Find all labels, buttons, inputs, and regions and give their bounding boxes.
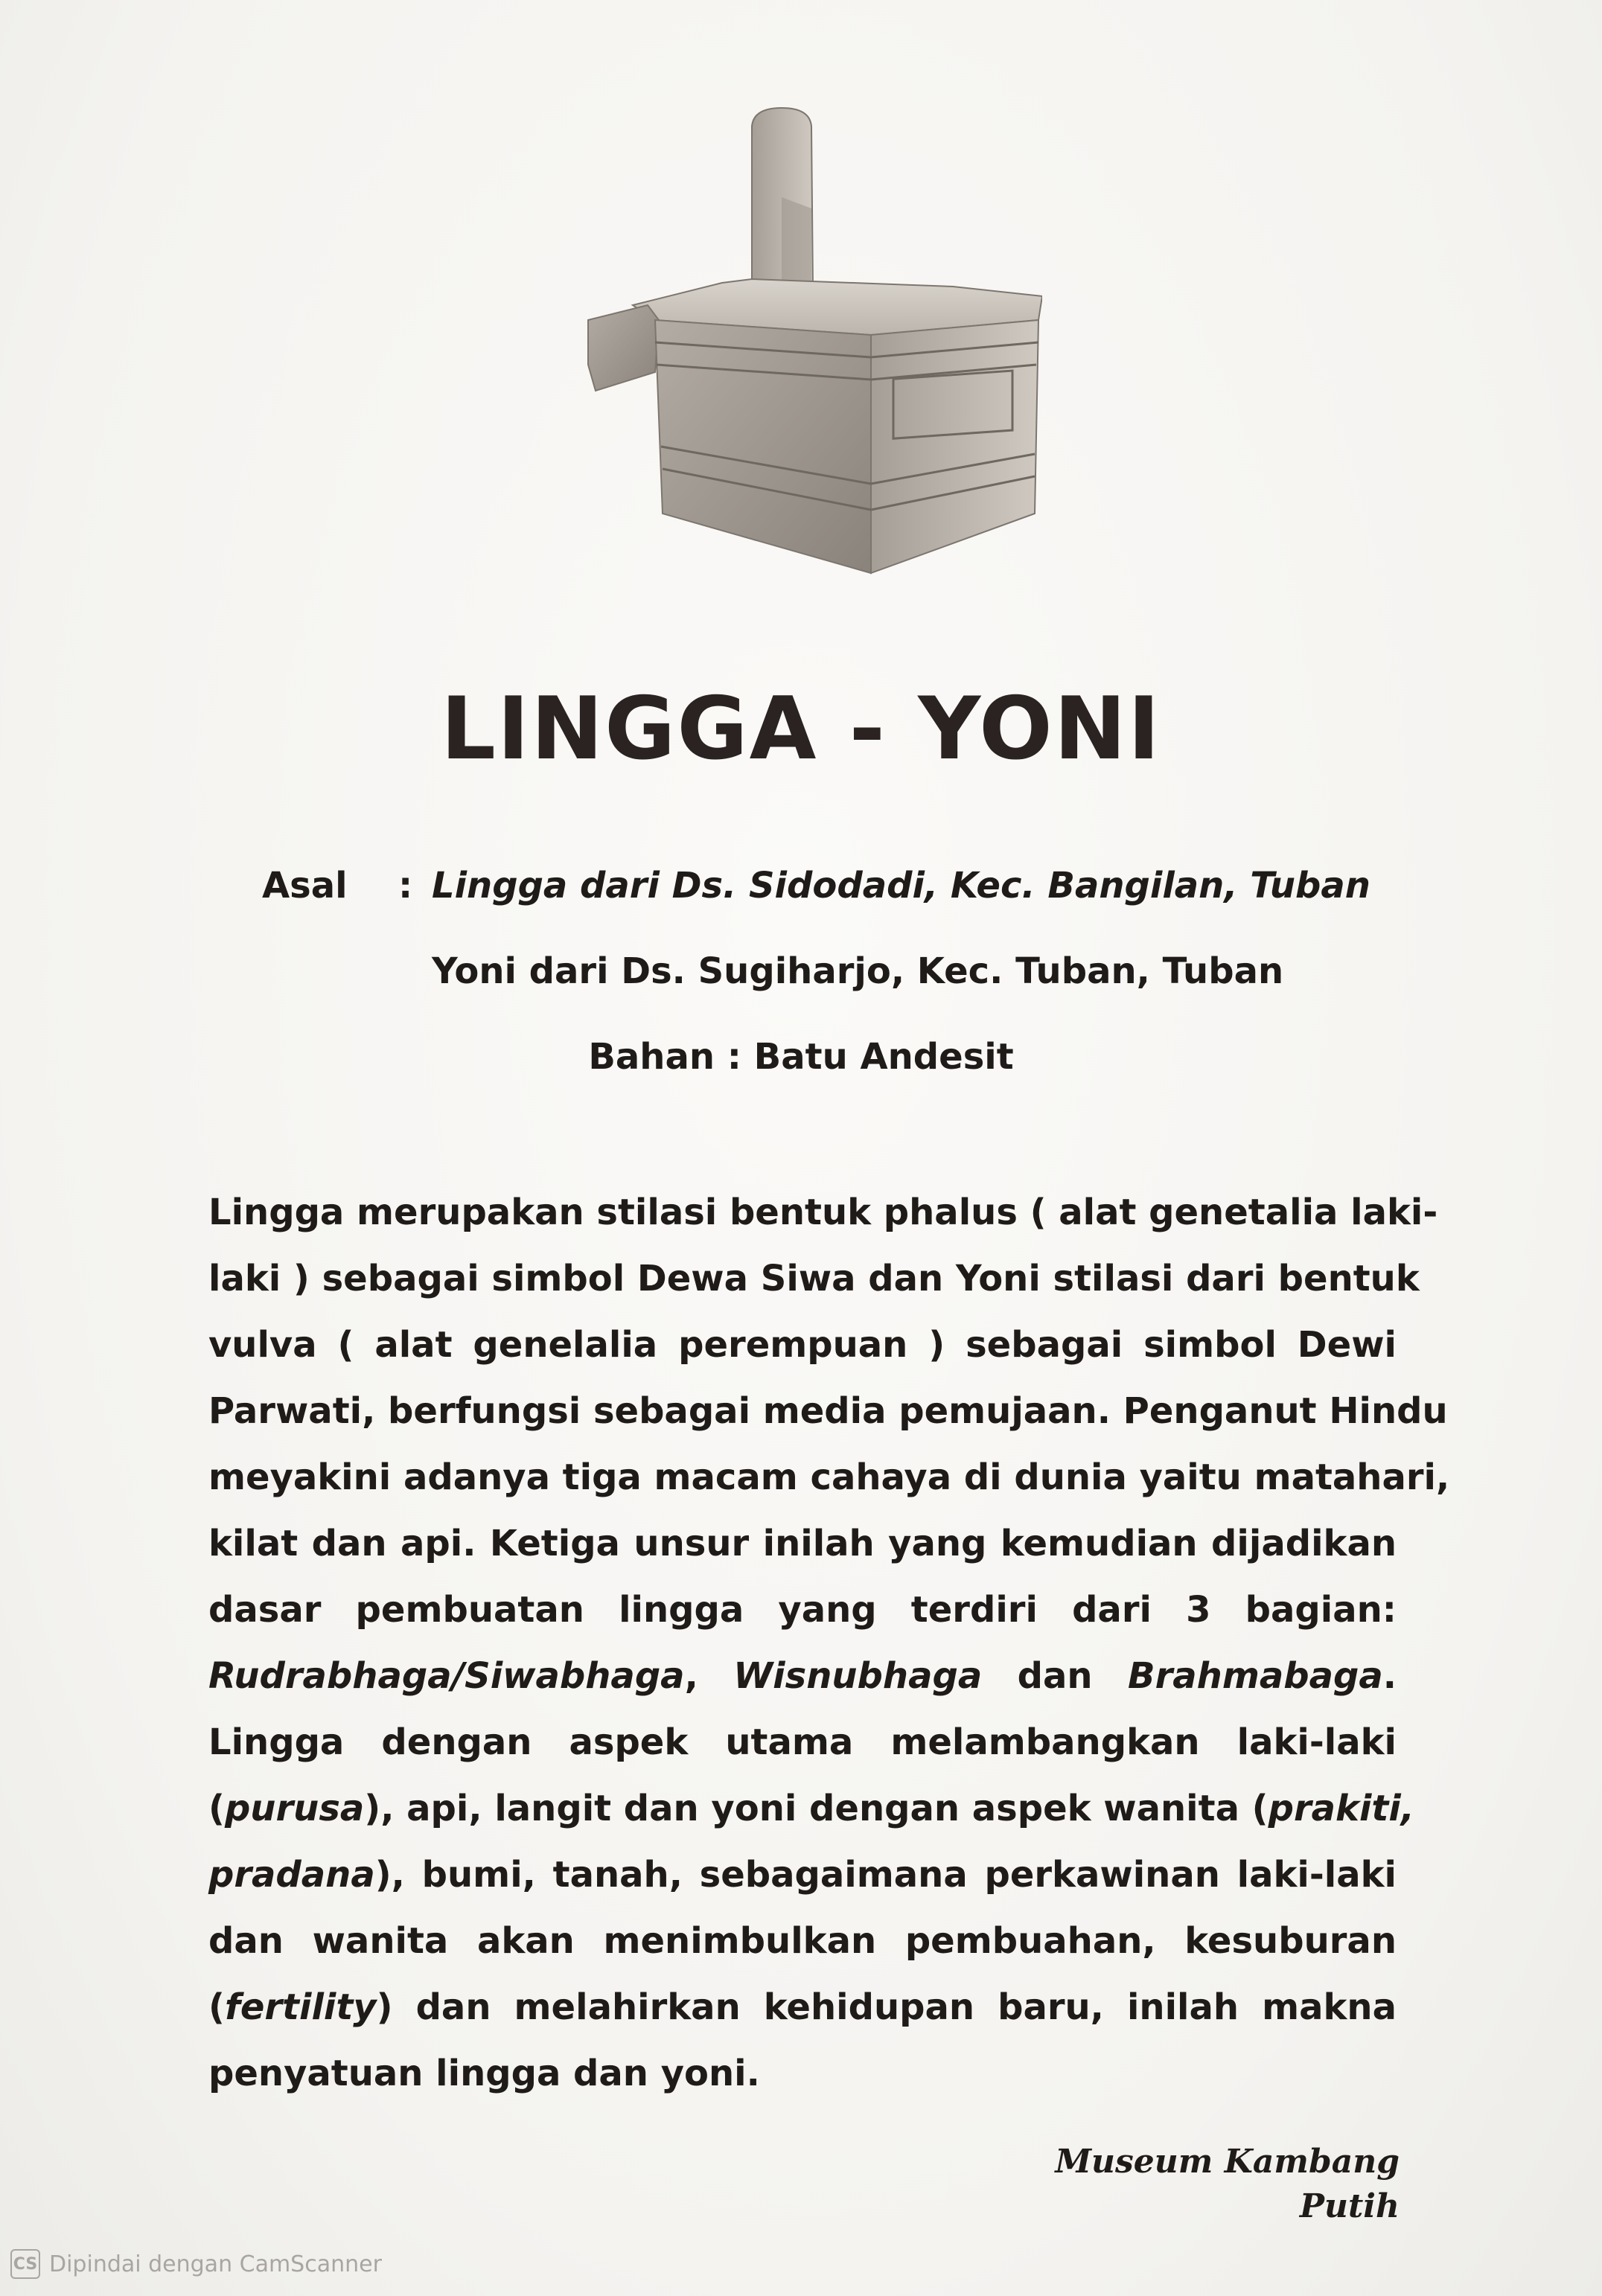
term-brahmabaga: Brahmabaga xyxy=(1128,1655,1383,1697)
museum-signature: Museum Kambang Putih xyxy=(1055,2143,1400,2225)
scanner-text: Dipindai dengan CamScanner xyxy=(49,2251,382,2277)
description-paragraph xyxy=(208,1180,1450,2107)
scanner-watermark xyxy=(10,2246,382,2282)
material-value: Batu Andesit xyxy=(753,1036,1014,1078)
description-line: Parwati, berfungsi sebagai media pemujaan. Penganut Hindu xyxy=(208,1390,1448,1432)
description-line: dasar pembuatan lingga yang terdiri dari 3 bagian: xyxy=(208,1589,1397,1631)
term-fertility: fertility xyxy=(224,1986,377,2028)
description-line: (purusa), api, langit dan yoni dengan aspek wanita (prakiti, xyxy=(208,1788,1415,1829)
description-line: penyatuan lingga dan yoni. xyxy=(208,2053,760,2094)
term-prakiti: prakiti, xyxy=(1268,1788,1415,1829)
description-terms-line: Rudrabhaga/Siwabhaga, Wisnubhaga dan Brahmabaga. xyxy=(208,1655,1397,1697)
material-separator: : xyxy=(727,1036,741,1078)
term-purusa: purusa xyxy=(224,1788,365,1829)
material-row xyxy=(0,1035,1602,1079)
description-line: Lingga dengan aspek utama melambangkan laki-laki xyxy=(208,1721,1397,1763)
term-pradana: pradana xyxy=(208,1854,375,1896)
page-title: LINGGA - YONI xyxy=(441,679,1161,779)
origin-separator: : xyxy=(398,865,413,906)
term-wisnubhaga: Wisnubhaga xyxy=(733,1655,983,1697)
camscanner-logo-icon: CS xyxy=(10,2249,40,2279)
lingga-yoni-illustration xyxy=(566,97,1042,610)
description-line: vulva ( alat genelalia perempuan ) sebagai simbol Dewi xyxy=(208,1324,1397,1366)
description-line: pradana), bumi, tanah, sebagaimana perkawinan laki-laki xyxy=(208,1854,1397,1896)
description-line: Lingga merupakan stilasi bentuk phalus ( alat genetalia laki- xyxy=(208,1192,1438,1233)
origin-lingga: Lingga dari Ds. Sidodadi, Kec. Bangilan, Tuban xyxy=(432,865,1370,906)
material-label: Bahan xyxy=(588,1036,715,1078)
description-line: laki ) sebagai simbol Dewa Siwa dan Yoni stilasi dari bentuk xyxy=(208,1258,1420,1299)
origin-yoni: Yoni dari Ds. Sugiharjo, Kec. Tuban, Tuban xyxy=(432,950,1284,992)
description-line: kilat dan api. Ketiga unsur inilah yang kemudian dijadikan xyxy=(208,1523,1397,1564)
description-line: dan wanita akan menimbulkan pembuahan, kesuburan xyxy=(208,1920,1397,1962)
term-rudrabhaga: Rudrabhaga/Siwabhaga xyxy=(208,1655,685,1697)
origin-label: Asal xyxy=(262,865,348,906)
description-line: meyakini adanya tiga macam cahaya di dunia yaitu matahari, xyxy=(208,1456,1450,1498)
yoni-spout xyxy=(588,305,659,391)
description-line: (fertility) dan melahirkan kehidupan baru, inilah makna xyxy=(208,1986,1397,2028)
